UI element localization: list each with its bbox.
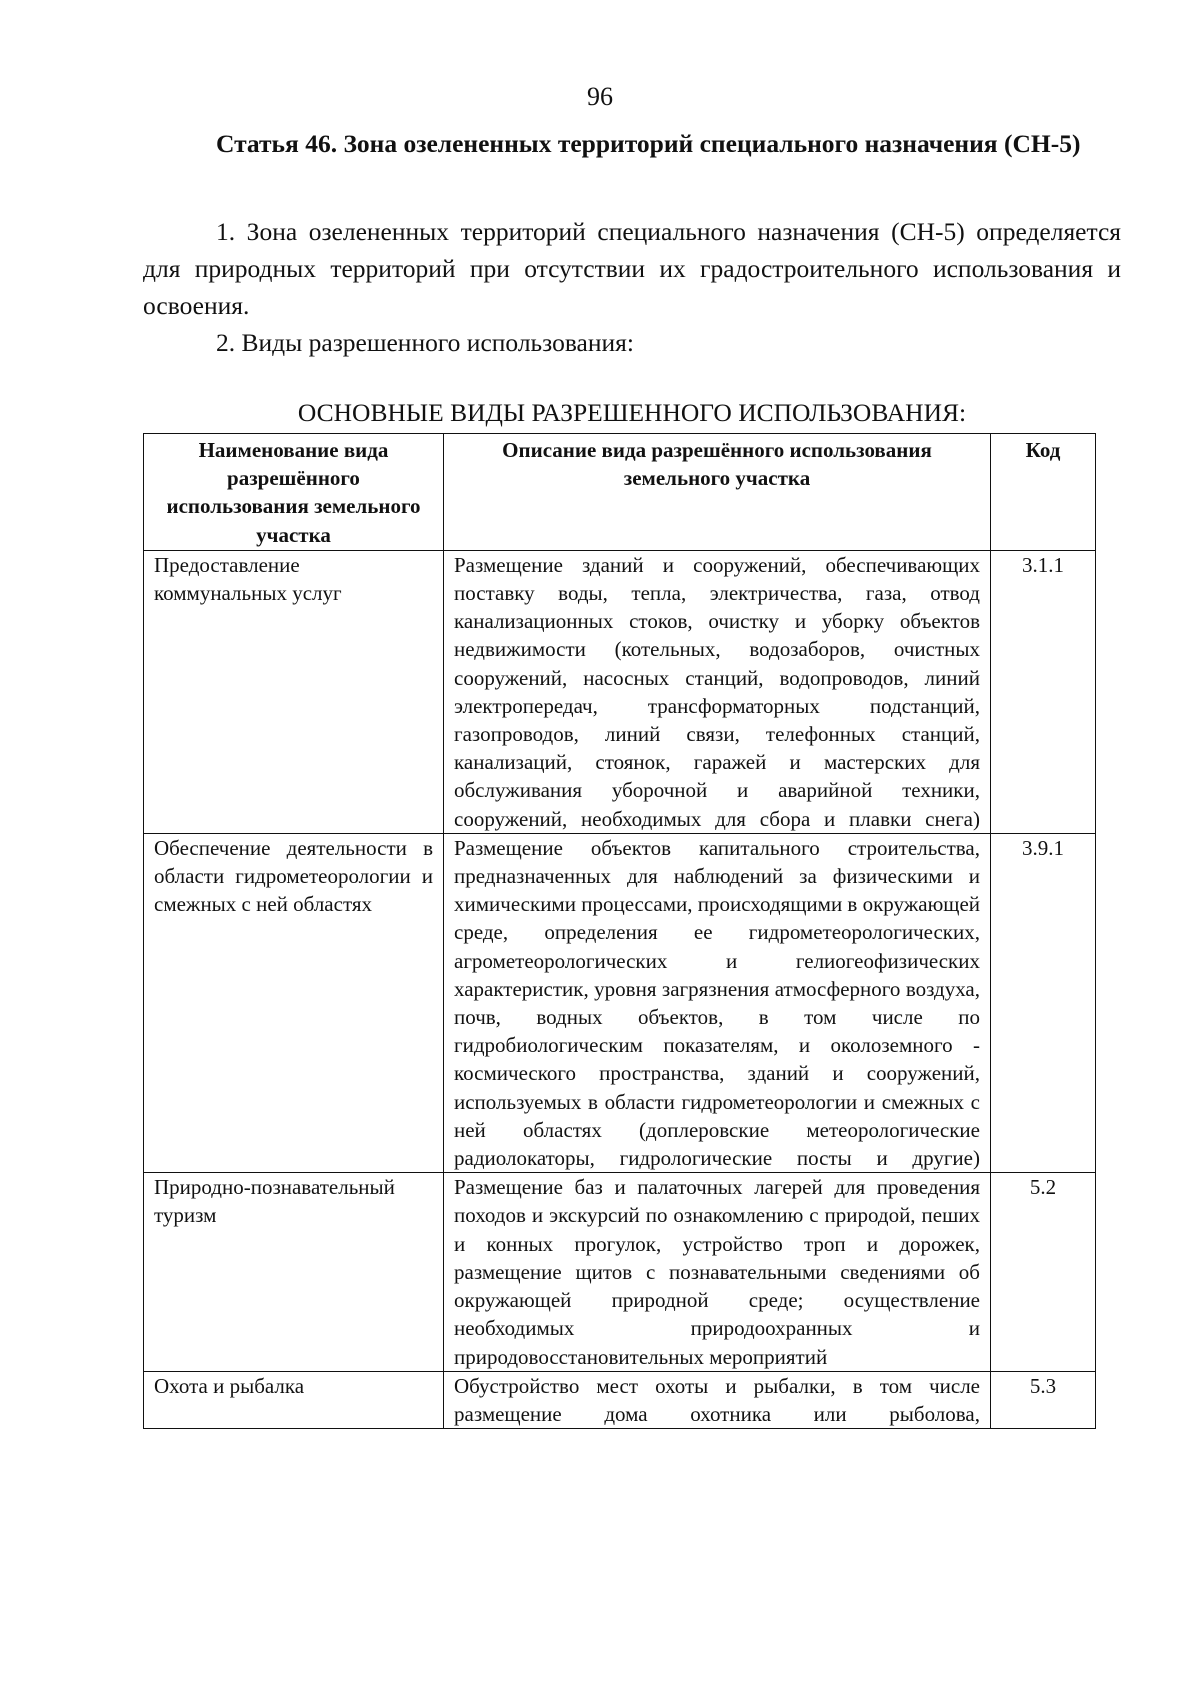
row-description: Размещение баз и палаточных лагерей для проведения походов и экскурсий по ознакомлению с природой, пеших и конных прогулок, устройство троп и дорожек, размещение щитов с познавательными сведениями об окружающей природной среде; осуществление необходимых природоохранных и природовосстановительных мероприятий: [444, 1173, 991, 1371]
row-description: Размещение объектов капитального строительства, предназначенных для наблюдений за физическими и химическими процессами, происходящими в окружающей среде, определения ее гидрометеорологических, агрометеорологических и гелиогеофизических характеристик, уровня загрязнения атмосферного воздуха, почв, водных объектов, в том числе по гидробиологическим показателям, и околоземного - космического пространства, зданий и сооружений, используемых в области гидрометеорологии и смежных с ней областях (доплеровские метеорологические радиолокаторы, гидрологические посты и другие): [444, 833, 991, 1172]
row-name: Предоставление коммунальных услуг: [144, 550, 444, 833]
row-description: Размещение зданий и сооружений, обеспечивающих поставку воды, тепла, электричества, газа, отвод канализационных стоков, очистку и уборку объектов недвижимости (котельных, водозаборов, очистных сооружений, насосных станций, водопроводов, линий электропередач, трансформаторных подстанций, газопроводов, линий связи, телефонных станций, канализаций, стоянок, гаражей и мастерских для обслуживания уборочной и аварийной техники, сооружений, необходимых для сбора и плавки снега): [444, 550, 991, 833]
permitted-uses-table: [143, 433, 1096, 1429]
header-name: Наименование вида разрешённого использования земельного участка: [144, 434, 444, 551]
article-paragraph-2: 2. Виды разрешенного использования:: [216, 328, 634, 357]
article-heading: Статья 46. Зона озелененных территорий специального назначения (СН-5): [216, 129, 1081, 158]
article-paragraph-1: 1. Зона озелененных территорий специального назначения (СН-5) определяется для природных территорий при отсутствии их градостроительного использования и освоения.: [143, 217, 1121, 320]
row-code: 5.3: [991, 1371, 1096, 1428]
row-code: 3.9.1: [991, 833, 1096, 1172]
row-code: 5.2: [991, 1173, 1096, 1371]
header-description: Описание вида разрешённого использования земельного участка: [444, 434, 991, 551]
row-description: Обустройство мест охоты и рыбалки, в том числе размещение дома охотника или рыболова,: [444, 1371, 991, 1428]
page-number: 96: [587, 82, 613, 111]
header-code: Код: [991, 434, 1096, 551]
row-name: Обеспечение деятельности в области гидрометеорологии и смежных с ней областях: [144, 833, 444, 1172]
table-caption: ОСНОВНЫЕ ВИДЫ РАЗРЕШЕННОГО ИСПОЛЬЗОВАНИЯ:: [297, 398, 967, 427]
table-row: [144, 1173, 1096, 1371]
table-row: [144, 550, 1096, 833]
table-header-row: [144, 434, 1096, 551]
row-code: 3.1.1: [991, 550, 1096, 833]
table-row: [144, 833, 1096, 1172]
table-row: [144, 1371, 1096, 1428]
row-name: Охота и рыбалка: [144, 1371, 444, 1428]
row-name: Природно-познавательный туризм: [144, 1173, 444, 1371]
